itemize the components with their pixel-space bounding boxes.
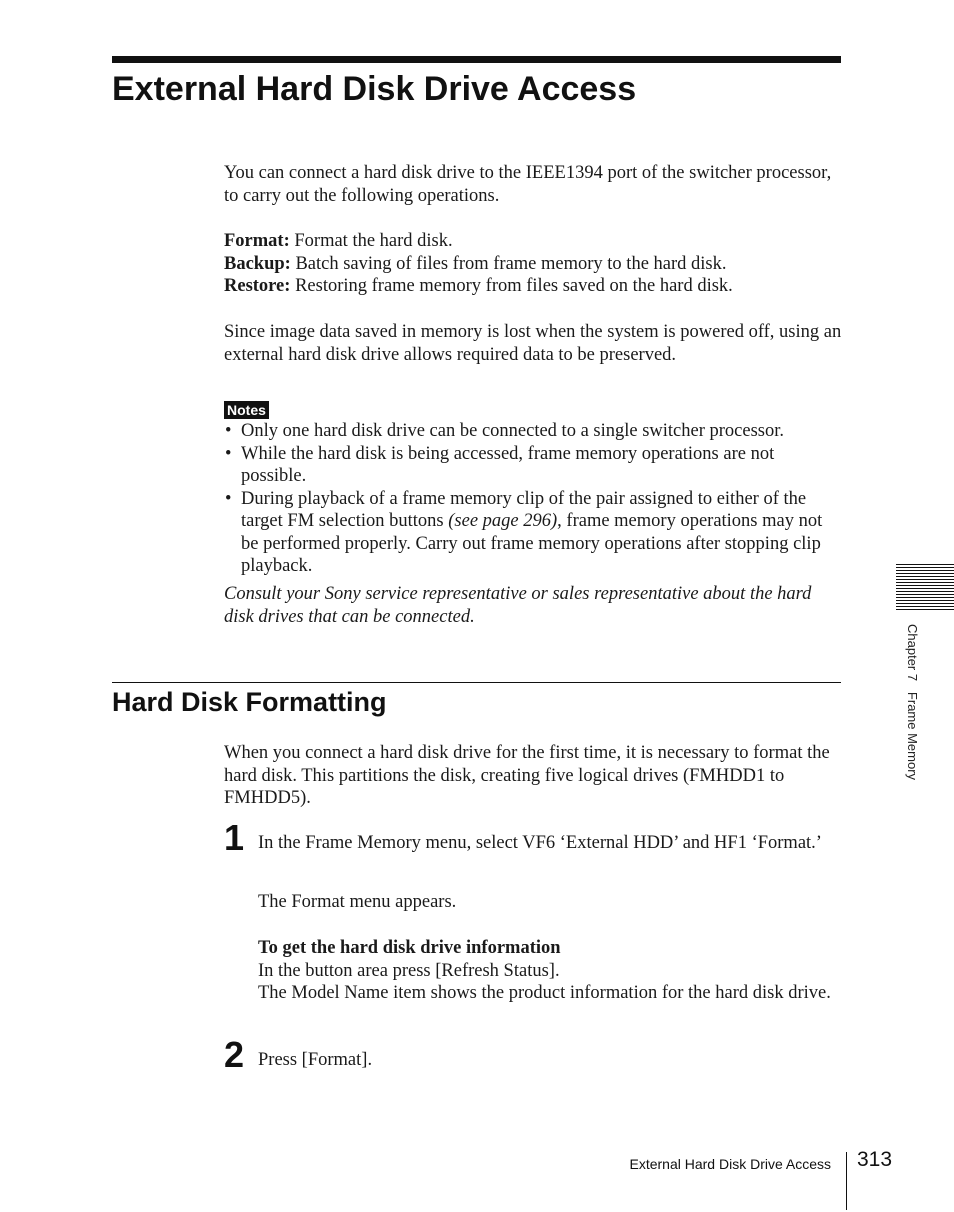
section-intro: When you connect a hard disk drive for the first time, it is necessary to format the hard disk. This partitions the disk, creating five logical drives (FMHDD1 to FMHDD5). — [224, 743, 830, 808]
subsection-line: In the button area press [Refresh Status]. — [258, 960, 560, 981]
memory-paragraph: Since image data saved in memory is lost when the system is powered off, using an external hard disk drive allows required data to be preserved. — [224, 322, 842, 365]
chapter-tab-label: Chapter 7 Frame Memory — [905, 624, 920, 781]
notes-badge: Notes — [224, 401, 269, 419]
intro-paragraph: You can connect a hard disk drive to the IEEE1394 port of the switcher processor, to carry out the following operations. — [224, 163, 832, 206]
term-restore: Restore: — [224, 276, 291, 296]
operations-list — [224, 230, 844, 298]
note-item — [224, 443, 844, 488]
section-rule — [112, 682, 841, 683]
desc-backup: Batch saving of files from frame memory to the hard disk. — [290, 253, 727, 274]
page-title: External Hard Disk Drive Access — [112, 70, 637, 108]
desc-restore: Restoring frame memory from files saved on the hard disk. — [290, 276, 733, 296]
note-text: , frame memory operations may not be performed properly. Carry out frame memory operations after stopping clip playback. — [241, 511, 823, 576]
footer-title: External Hard Disk Drive Access — [629, 1156, 831, 1172]
step-1-subsection — [258, 937, 844, 1005]
subsection-heading: To get the hard disk drive information — [258, 938, 561, 958]
bullet-icon: • — [225, 488, 232, 509]
consult-paragraph: Consult your Sony service representative or sales representative about the hard disk drives that can be connected. — [224, 584, 812, 627]
title-rule — [112, 56, 841, 63]
term-backup: Backup: — [224, 253, 291, 274]
step-number-2: 2 — [224, 1034, 245, 1075]
operation-backup — [224, 253, 844, 276]
notes-list — [224, 420, 844, 578]
page-number: 313 — [857, 1148, 893, 1171]
note-item — [224, 420, 844, 443]
term-format: Format: — [224, 231, 290, 251]
subsection-line: The Model Name item shows the product information for the hard disk drive. — [258, 983, 831, 1003]
desc-format: Format the hard disk. — [289, 231, 453, 251]
page-reference-link[interactable]: (see page 296) — [448, 511, 558, 531]
step-1-text: In the Frame Memory menu, select VF6 ‘External HDD’ and HF1 ‘Format.’ — [258, 833, 822, 853]
note-text: While the hard disk is being accessed, frame memory operations are not possible. — [241, 443, 775, 486]
operation-restore — [224, 275, 844, 298]
step-1-result: The Format menu appears. — [258, 892, 457, 912]
step-2-text: Press [Format]. — [258, 1050, 373, 1070]
bullet-icon: • — [225, 443, 232, 464]
bullet-icon: • — [225, 421, 232, 441]
footer-rule — [846, 1152, 847, 1210]
note-item — [224, 488, 844, 578]
note-text: Only one hard disk drive can be connected to a single switcher processor. — [241, 421, 785, 441]
section-title: Hard Disk Formatting — [112, 687, 387, 717]
note-text: During playback of a frame memory clip of the pair assigned to either of the target FM selection buttons — [241, 488, 807, 531]
operation-format — [224, 230, 844, 253]
chapter-tab-lines — [896, 564, 954, 612]
step-number-1: 1 — [224, 817, 245, 858]
